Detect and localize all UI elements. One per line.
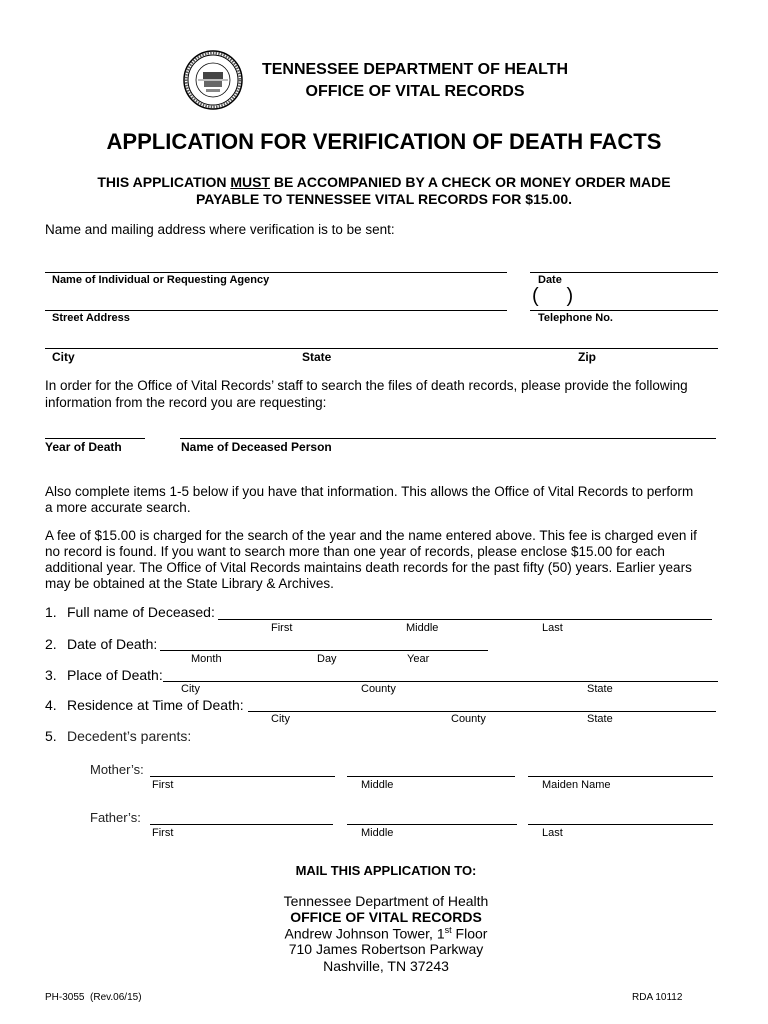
item-3-label: Place of Death: <box>67 667 163 683</box>
fee-paragraph-line2: no record is found. If you want to search more than one year of records, please enclose $15.00 for each <box>45 544 665 559</box>
date-of-death-input[interactable] <box>160 650 488 651</box>
item-1-label: Full name of Deceased: <box>67 604 215 620</box>
item-5-label: Decedent’s parents: <box>67 728 192 744</box>
mother-first-input[interactable] <box>150 776 335 777</box>
city-state-zip-input[interactable] <box>45 348 718 349</box>
mother-first-label: First <box>152 779 174 791</box>
item-2-month: Month <box>191 653 222 665</box>
item-3-county: County <box>361 683 396 695</box>
deceased-name-label: Name of Deceased Person <box>181 440 332 454</box>
mail-line-1: Tennessee Department of Health <box>283 893 489 909</box>
date-input[interactable] <box>530 272 718 273</box>
item-1-first: First <box>271 622 293 634</box>
individual-name-label: Name of Individual or Requesting Agency <box>52 274 270 286</box>
item-4-state: State <box>587 713 613 725</box>
office-name: OFFICE OF VITAL RECORDS <box>305 83 525 100</box>
telephone-input[interactable] <box>530 310 718 311</box>
year-of-death-label: Year of Death <box>45 440 122 454</box>
item-2-year: Year <box>407 653 430 665</box>
fee-paragraph-line3: additional year. The Office of Vital Records maintains death records for the past fifty (50) years. Earlier years <box>45 560 692 575</box>
individual-name-input[interactable] <box>45 272 507 273</box>
payment-notice: THIS APPLICATION MUST BE ACCOMPANIED BY A CHECK OR MONEY ORDER MADE <box>97 174 671 190</box>
father-middle-input[interactable] <box>347 824 517 825</box>
item-5-number: 5. <box>45 728 57 744</box>
item-4-number: 4. <box>45 697 57 713</box>
father-last-label: Last <box>542 827 563 839</box>
mother-maiden-input[interactable] <box>528 776 713 777</box>
item-4-city: City <box>271 713 290 725</box>
search-intro-line2: information from the record you are requesting: <box>45 395 327 410</box>
department-name: TENNESSEE DEPARTMENT OF HEALTH <box>261 61 569 78</box>
mother-middle-label: Middle <box>361 779 394 791</box>
place-of-death-input[interactable] <box>163 681 718 682</box>
mail-heading: MAIL THIS APPLICATION TO: <box>295 863 477 878</box>
search-intro-line1: In order for the Office of Vital Records’ staff to search the files of death records, please provide the following <box>45 378 688 393</box>
state-label: State <box>302 350 332 364</box>
mail-line-5: Nashville, TN 37243 <box>323 958 449 974</box>
payment-notice-line2: PAYABLE TO TENNESSEE VITAL RECORDS FOR $15.00. <box>195 191 573 207</box>
year-of-death-input[interactable] <box>45 438 145 439</box>
residence-input[interactable] <box>248 711 716 712</box>
mail-line-2: OFFICE OF VITAL RECORDS <box>290 909 482 925</box>
rda-number: RDA 10112 <box>632 992 683 1003</box>
mother-maiden-label: Maiden Name <box>542 779 611 791</box>
fee-paragraph-line4: may be obtained at the State Library & Archives. <box>45 576 334 591</box>
telephone-label: Telephone No. <box>538 312 613 324</box>
item-4-label: Residence at Time of Death: <box>67 697 244 713</box>
fee-paragraph-line1: A fee of $15.00 is charged for the search of the year and the name entered above. This fee is charged even if <box>45 528 697 543</box>
street-address-label: Street Address <box>52 312 130 324</box>
form-id: PH-3055 (Rev.06/15) <box>45 992 142 1003</box>
zip-label: Zip <box>578 350 596 364</box>
mother-middle-input[interactable] <box>347 776 515 777</box>
father-label: Father’s: <box>90 810 141 825</box>
father-middle-label: Middle <box>361 827 394 839</box>
item-3-city: City <box>181 683 200 695</box>
mail-line-3: Andrew Johnson Tower, 1st Floor <box>284 925 488 942</box>
address-intro: Name and mailing address where verification is to be sent: <box>45 222 395 237</box>
item-1-middle: Middle <box>406 622 439 634</box>
mail-line-4: 710 James Robertson Parkway <box>288 941 484 957</box>
page-title: APPLICATION FOR VERIFICATION OF DEATH FACTS <box>106 129 662 154</box>
father-last-input[interactable] <box>528 824 713 825</box>
city-label: City <box>52 350 75 364</box>
father-first-input[interactable] <box>150 824 333 825</box>
area-code-parens: ( ) <box>532 285 574 307</box>
date-label: Date <box>538 274 562 286</box>
item-2-number: 2. <box>45 636 57 652</box>
item-2-day: Day <box>317 653 337 665</box>
item-3-number: 3. <box>45 667 57 683</box>
deceased-name-input[interactable] <box>180 438 716 439</box>
items-instructions-line1: Also complete items 1-5 below if you have that information. This allows the Office of Vital Records to perform <box>45 484 694 499</box>
item-1-last: Last <box>542 622 563 634</box>
street-address-input[interactable] <box>45 310 507 311</box>
item-3-state: State <box>587 683 613 695</box>
items-instructions-line2: a more accurate search. <box>45 500 191 515</box>
item-2-label: Date of Death: <box>67 636 158 652</box>
father-first-label: First <box>152 827 174 839</box>
item-4-county: County <box>451 713 486 725</box>
state-seal-icon <box>183 50 243 110</box>
item-1-number: 1. <box>45 604 57 620</box>
mother-label: Mother’s: <box>90 762 144 777</box>
full-name-input[interactable] <box>218 619 712 620</box>
